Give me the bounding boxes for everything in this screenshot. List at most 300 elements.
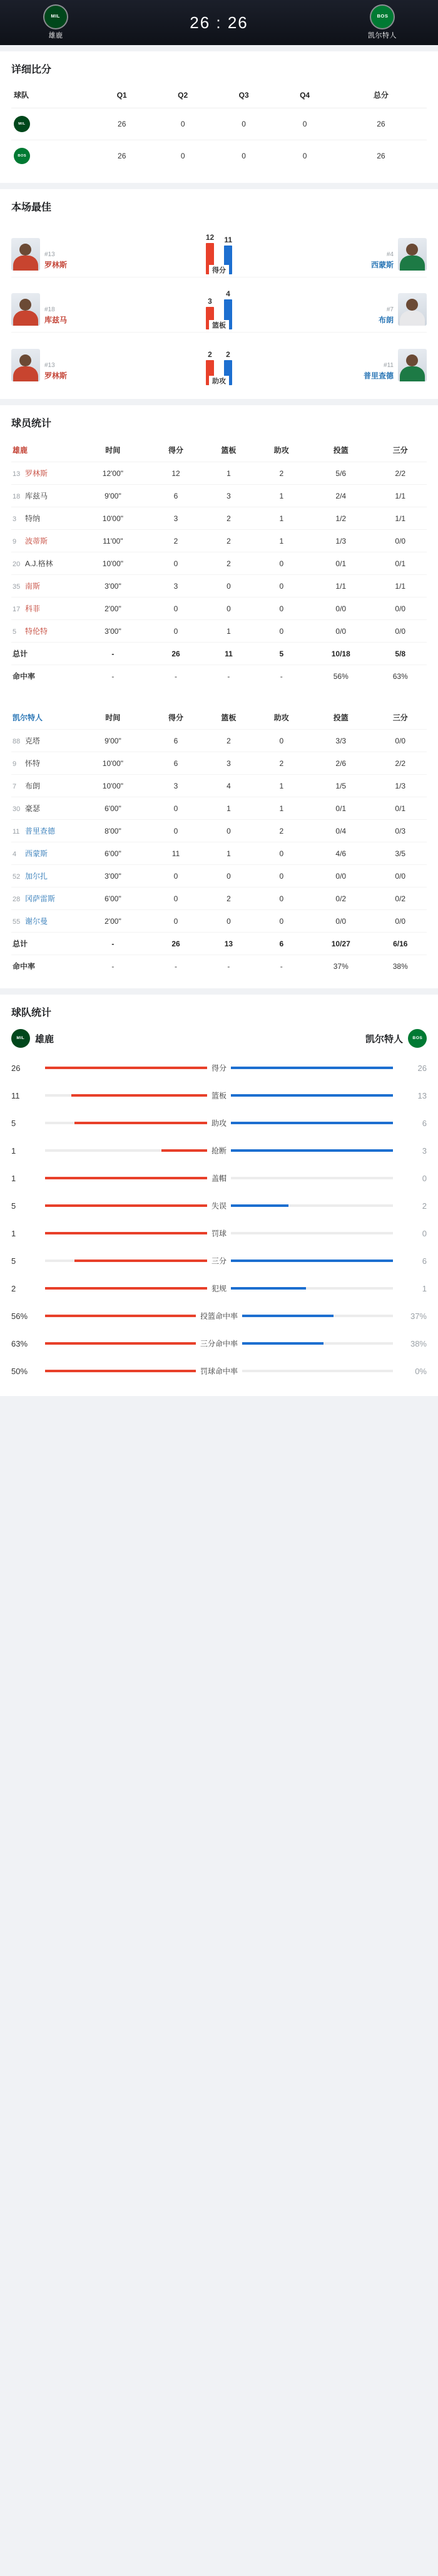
- player-3p: 0/1: [374, 552, 427, 575]
- away-player-stats-table: [11, 706, 427, 977]
- player-minutes: 3'00": [76, 575, 150, 597]
- logo-abbr: BOS: [412, 1036, 422, 1041]
- player-fg: 1/1: [308, 575, 374, 597]
- row-points: -: [150, 955, 202, 978]
- player-number: 11: [13, 828, 20, 835]
- player-3p: 1/3: [374, 775, 427, 797]
- player-cell[interactable]: [11, 820, 76, 842]
- team-stat-row: [11, 1357, 427, 1385]
- col-reb: 篮板: [221, 713, 237, 722]
- home-name: 雄鹿: [35, 1033, 54, 1045]
- player-3p: 0/0: [374, 910, 427, 933]
- player-cell[interactable]: [11, 597, 76, 620]
- away-stat-value: 6: [422, 1118, 427, 1128]
- player-name: 西蒙斯: [370, 261, 394, 269]
- player-assists: 0: [255, 910, 308, 933]
- player-number: 88: [13, 738, 21, 745]
- player-assists: 2: [255, 820, 308, 842]
- player-assists: 1: [255, 775, 308, 797]
- row-assists: 6: [255, 933, 308, 955]
- team-stats-home[interactable]: [11, 1029, 54, 1048]
- player-number: 55: [13, 918, 21, 926]
- team-stat-row: [11, 1054, 427, 1082]
- home-logo-abbr: MIL: [51, 13, 61, 19]
- home-stat-value: 26: [11, 1063, 21, 1073]
- player-name: 谢尔曼: [25, 917, 48, 926]
- player-cell[interactable]: [11, 530, 76, 552]
- best-left-player[interactable]: [11, 293, 130, 329]
- player-assists: 0: [255, 597, 308, 620]
- stat-label: 盖帽: [207, 1173, 231, 1184]
- avatar: [11, 238, 40, 271]
- bar-category-label: 得分: [209, 265, 229, 275]
- bar-value: 2: [208, 350, 212, 359]
- player-points: 3: [150, 575, 202, 597]
- table-row[interactable]: [11, 865, 427, 887]
- best-right-player[interactable]: [308, 293, 427, 329]
- table-row[interactable]: [11, 530, 427, 552]
- player-3p: 0/2: [374, 887, 427, 910]
- best-right-player[interactable]: [308, 349, 427, 385]
- team-stat-row: [11, 1164, 427, 1192]
- player-cell[interactable]: [11, 910, 76, 933]
- stat-label: 罚球命中率: [196, 1366, 242, 1377]
- player-name: 罗林斯: [25, 469, 48, 478]
- away-stat-value: 0: [422, 1228, 427, 1238]
- celtics-logo-icon: [14, 148, 30, 164]
- col-q3: Q3: [238, 90, 249, 100]
- player-3p: 0/3: [374, 820, 427, 842]
- row-fg: 10/27: [308, 933, 374, 955]
- player-fg: 0/0: [308, 597, 374, 620]
- celtics-logo-icon: [371, 6, 394, 28]
- logo-abbr: MIL: [16, 1036, 25, 1041]
- row-3p: 5/8: [374, 643, 427, 665]
- row-assists: -: [255, 665, 308, 688]
- stat-label: 罚球: [207, 1228, 231, 1239]
- player-minutes: 10'00": [76, 507, 150, 530]
- bar-value: 11: [224, 235, 233, 244]
- table-row: [11, 140, 427, 172]
- stat-bar-pair: [45, 1219, 393, 1247]
- team-stat-row: [11, 1247, 427, 1275]
- player-name: 西蒙斯: [25, 849, 48, 858]
- player-cell[interactable]: [11, 887, 76, 910]
- table-row[interactable]: [11, 620, 427, 643]
- player-name: 罗林斯: [44, 371, 68, 380]
- player-3p: 0/0: [374, 865, 427, 887]
- logo-abbr: BOS: [18, 154, 26, 158]
- col-min: 时间: [105, 713, 121, 722]
- player-fg: 0/0: [308, 620, 374, 643]
- player-number: #4: [386, 251, 394, 258]
- player-number: 13: [13, 470, 21, 478]
- bar-value: 3: [208, 297, 212, 306]
- player-cell[interactable]: [11, 552, 76, 575]
- away-stat-value: 26: [417, 1063, 427, 1073]
- home-stat-value: 5: [11, 1256, 16, 1266]
- avatar: [398, 238, 427, 271]
- player-number: 35: [13, 583, 21, 591]
- player-3p: 0/0: [374, 530, 427, 552]
- row-points: -: [150, 665, 202, 688]
- player-3p: 0/0: [374, 730, 427, 752]
- player-number: 5: [13, 628, 17, 636]
- best-section-title: 本场最佳: [11, 202, 52, 213]
- player-assists: 1: [255, 530, 308, 552]
- player-points: 0: [150, 797, 202, 820]
- player-number: #13: [44, 251, 55, 258]
- player-points: 6: [150, 730, 202, 752]
- player-rebounds: 0: [202, 575, 255, 597]
- best-left-player[interactable]: [11, 238, 130, 274]
- player-3p: 0/1: [374, 797, 427, 820]
- player-points: 6: [150, 485, 202, 507]
- home-team-name: 雄鹿: [48, 31, 63, 39]
- away-stat-value: 0: [422, 1173, 427, 1183]
- row-rebounds: -: [202, 665, 255, 688]
- row-team-home: [11, 108, 91, 140]
- bar-category-label: 篮板: [209, 320, 229, 330]
- player-fg: 5/6: [308, 462, 374, 485]
- best-performers-card: [0, 189, 438, 399]
- table-row[interactable]: [11, 752, 427, 775]
- home-stat-value: 1: [11, 1146, 16, 1156]
- away-q2: 0: [152, 140, 213, 172]
- table-row[interactable]: [11, 887, 427, 910]
- player-number: 28: [13, 896, 21, 903]
- player-fg: 0/4: [308, 820, 374, 842]
- row-label: 命中率: [11, 665, 76, 688]
- home-stat-value: 50%: [11, 1366, 28, 1376]
- player-3p: 0/0: [374, 597, 427, 620]
- player-rebounds: 4: [202, 775, 255, 797]
- team-stat-row: [11, 1192, 427, 1219]
- best-row: [11, 277, 427, 333]
- player-number: 52: [13, 873, 21, 881]
- row-fg: 56%: [308, 665, 374, 688]
- player-minutes: 9'00": [76, 485, 150, 507]
- best-row: [11, 222, 427, 277]
- player-minutes: 10'00": [76, 775, 150, 797]
- table-row[interactable]: [11, 507, 427, 530]
- col-pts: 得分: [168, 713, 184, 722]
- away-stat-value: 6: [422, 1256, 427, 1266]
- best-row: [11, 333, 427, 388]
- player-cell[interactable]: [11, 507, 76, 530]
- player-points: 0: [150, 887, 202, 910]
- stat-bar-pair: [45, 1330, 393, 1357]
- row-minutes: -: [76, 955, 150, 978]
- player-rebounds: 1: [202, 620, 255, 643]
- away-name: 凯尔特人: [365, 1033, 403, 1045]
- table-row[interactable]: [11, 797, 427, 820]
- table-row[interactable]: [11, 842, 427, 865]
- player-minutes: 6'00": [76, 842, 150, 865]
- player-fg: 0/1: [308, 552, 374, 575]
- player-fg: 0/1: [308, 797, 374, 820]
- player-number: 9: [13, 760, 17, 768]
- table-row[interactable]: [11, 820, 427, 842]
- quarter-score-card: [0, 51, 438, 183]
- col-pts: 得分: [168, 446, 184, 455]
- player-minutes: 8'00": [76, 820, 150, 842]
- away-stat-value: 13: [417, 1090, 427, 1100]
- table-row[interactable]: [11, 575, 427, 597]
- player-cell[interactable]: [11, 730, 76, 752]
- player-number: 30: [13, 805, 21, 813]
- player-rebounds: 0: [202, 865, 255, 887]
- player-fg: 0/0: [308, 910, 374, 933]
- row-team-away: [11, 140, 91, 172]
- home-stat-value: 5: [11, 1201, 16, 1211]
- team-stats-away[interactable]: [365, 1029, 427, 1048]
- best-bar-chart: [130, 277, 308, 329]
- home-q2: 0: [152, 108, 213, 140]
- row-label: 总计: [11, 933, 76, 955]
- stat-bar-pair: [45, 1164, 393, 1192]
- away-q3: 0: [213, 140, 274, 172]
- team-stat-row: [11, 1082, 427, 1109]
- table-header-row: [11, 85, 427, 108]
- player-name: 特伦特: [25, 627, 48, 636]
- player-name: 冈萨雷斯: [25, 894, 56, 903]
- player-name: 布朗: [25, 782, 41, 790]
- player-cell[interactable]: [11, 775, 76, 797]
- stat-label: 抢断: [207, 1146, 231, 1156]
- player-cell[interactable]: [11, 865, 76, 887]
- player-name: 克塔: [25, 737, 41, 745]
- home-stat-value: 63%: [11, 1338, 28, 1348]
- player-minutes: 3'00": [76, 620, 150, 643]
- col-ast: 助攻: [273, 446, 289, 455]
- home-total: 26: [335, 108, 427, 140]
- player-number: 9: [13, 538, 17, 546]
- col-q4: Q4: [300, 90, 310, 100]
- team-stats-header: [11, 1028, 427, 1054]
- stat-bar-pair: [45, 1054, 393, 1082]
- best-left-player[interactable]: [11, 349, 130, 385]
- stat-label: 失误: [207, 1201, 231, 1211]
- player-name: 怀特: [25, 759, 41, 768]
- best-right-player[interactable]: [308, 238, 427, 274]
- stat-label: 三分: [207, 1256, 231, 1266]
- player-assists: 0: [255, 552, 308, 575]
- totals-row: [11, 933, 427, 955]
- player-minutes: 10'00": [76, 752, 150, 775]
- player-minutes: 3'00": [76, 865, 150, 887]
- player-minutes: 12'00": [76, 462, 150, 485]
- scoreboard-header: [0, 0, 438, 45]
- home-team-label: 雄鹿: [13, 446, 28, 455]
- col-team: 球队: [14, 91, 29, 100]
- player-name: 豪瑟: [25, 804, 41, 813]
- home-player-stats-table: [11, 438, 427, 687]
- avatar: [11, 293, 40, 326]
- bar-category-label: 助攻: [209, 376, 229, 386]
- row-minutes: -: [76, 665, 150, 688]
- player-3p: 1/1: [374, 575, 427, 597]
- player-cell[interactable]: [11, 752, 76, 775]
- player-cell[interactable]: [11, 797, 76, 820]
- away-stat-value: 0%: [415, 1366, 427, 1376]
- best-bar-chart: [130, 333, 308, 385]
- totals-row: [11, 643, 427, 665]
- player-rebounds: 0: [202, 597, 255, 620]
- home-q3: 0: [213, 108, 274, 140]
- page-bottom-spacer: [0, 1396, 438, 1421]
- col-ast: 助攻: [273, 713, 289, 722]
- player-3p: 2/2: [374, 462, 427, 485]
- stat-bar-pair: [45, 1082, 393, 1109]
- player-points: 11: [150, 842, 202, 865]
- avatar: [11, 349, 40, 381]
- stat-bar-pair: [45, 1357, 393, 1385]
- table-row[interactable]: [11, 730, 427, 752]
- col-min: 时间: [105, 446, 121, 455]
- player-rebounds: 3: [202, 485, 255, 507]
- player-cell[interactable]: [11, 575, 76, 597]
- scoreboard-home-team[interactable]: [21, 6, 90, 40]
- home-stat-value: 56%: [11, 1311, 28, 1321]
- team-stat-row: [11, 1219, 427, 1247]
- player-3p: 1/1: [374, 485, 427, 507]
- player-name: 加尔扎: [25, 872, 48, 881]
- player-fg: 1/3: [308, 530, 374, 552]
- stat-bar-pair: [45, 1137, 393, 1164]
- team-stat-row: [11, 1275, 427, 1302]
- team-stat-row: [11, 1137, 427, 1164]
- player-3p: 3/5: [374, 842, 427, 865]
- row-3p: 38%: [374, 955, 427, 978]
- away-q1: 26: [91, 140, 152, 172]
- home-stat-value: 1: [11, 1173, 16, 1183]
- player-minutes: 2'00": [76, 910, 150, 933]
- stat-bar-pair: [45, 1109, 393, 1137]
- bucks-logo-icon: [14, 116, 30, 132]
- player-rebounds: 2: [202, 552, 255, 575]
- player-cell[interactable]: [11, 485, 76, 507]
- table-header-row: [11, 438, 427, 462]
- scoreboard-score: 26 : 26: [190, 13, 248, 32]
- player-points: 0: [150, 910, 202, 933]
- home-stat-value: 11: [11, 1090, 20, 1100]
- row-fg: 37%: [308, 955, 374, 978]
- percentage-row: [11, 665, 427, 688]
- player-number: 18: [13, 493, 21, 500]
- player-number: 4: [13, 851, 17, 858]
- table-row[interactable]: [11, 485, 427, 507]
- player-cell[interactable]: [11, 462, 76, 485]
- home-q4: 0: [274, 108, 335, 140]
- player-name: 科菲: [25, 604, 41, 613]
- player-rebounds: 2: [202, 507, 255, 530]
- player-assists: 1: [255, 507, 308, 530]
- table-row[interactable]: [11, 910, 427, 933]
- player-rebounds: 2: [202, 730, 255, 752]
- table-row[interactable]: [11, 775, 427, 797]
- player-points: 0: [150, 620, 202, 643]
- player-assists: 0: [255, 620, 308, 643]
- col-fg: 投篮: [333, 446, 349, 455]
- row-assists: -: [255, 955, 308, 978]
- home-q1: 26: [91, 108, 152, 140]
- player-3p: 1/1: [374, 507, 427, 530]
- away-stat-value: 38%: [410, 1338, 427, 1348]
- player-points: 2: [150, 530, 202, 552]
- col-3p: 三分: [392, 446, 408, 455]
- stat-label: 犯规: [207, 1283, 231, 1294]
- player-cell[interactable]: [11, 620, 76, 643]
- player-number: #18: [44, 306, 55, 313]
- stat-bar-pair: [45, 1275, 393, 1302]
- player-rebounds: 3: [202, 752, 255, 775]
- away-stat-value: 2: [422, 1201, 427, 1211]
- player-points: 3: [150, 775, 202, 797]
- team-stat-row: [11, 1302, 427, 1330]
- player-assists: 0: [255, 887, 308, 910]
- player-number: 20: [13, 561, 21, 568]
- player-fg: 2/4: [308, 485, 374, 507]
- row-minutes: -: [76, 643, 150, 665]
- player-fg: 4/6: [308, 842, 374, 865]
- col-q1: Q1: [116, 90, 127, 100]
- player-rebounds: 0: [202, 910, 255, 933]
- table-row[interactable]: [11, 597, 427, 620]
- player-rebounds: 0: [202, 820, 255, 842]
- player-minutes: 2'00": [76, 597, 150, 620]
- row-points: 26: [150, 933, 202, 955]
- row-rebounds: 11: [202, 643, 255, 665]
- player-number: #11: [384, 362, 394, 369]
- bar-value: 12: [205, 233, 215, 242]
- col-3p: 三分: [392, 713, 408, 722]
- quarter-section-title: 详细比分: [11, 65, 52, 75]
- stat-label: 三分命中率: [196, 1338, 242, 1349]
- table-header-row: [11, 706, 427, 730]
- player-assists: 0: [255, 730, 308, 752]
- player-fg: 1/5: [308, 775, 374, 797]
- player-stats-title: 球员统计: [11, 418, 52, 429]
- table-row[interactable]: [11, 552, 427, 575]
- row-fg: 10/18: [308, 643, 374, 665]
- player-name: 波蒂斯: [25, 537, 48, 546]
- player-number: 3: [13, 515, 17, 523]
- player-fg: 0/2: [308, 887, 374, 910]
- player-name: 普里查德: [363, 371, 394, 380]
- player-name: 布朗: [378, 316, 394, 324]
- player-number: 17: [13, 606, 21, 613]
- row-points: 26: [150, 643, 202, 665]
- row-minutes: -: [76, 933, 150, 955]
- home-stat-value: 1: [11, 1228, 16, 1238]
- player-minutes: 9'00": [76, 730, 150, 752]
- player-assists: 1: [255, 485, 308, 507]
- team-stat-row: [11, 1330, 427, 1357]
- stat-bar-pair: [45, 1192, 393, 1219]
- player-3p: 0/0: [374, 620, 427, 643]
- away-stat-value: 1: [422, 1283, 427, 1293]
- scoreboard-away-team[interactable]: [348, 6, 417, 40]
- player-cell[interactable]: [11, 842, 76, 865]
- player-name: 南斯: [25, 582, 41, 591]
- away-team-name: 凯尔特人: [367, 31, 397, 39]
- table-row[interactable]: [11, 462, 427, 485]
- player-rebounds: 1: [202, 842, 255, 865]
- player-name: 普里查德: [25, 827, 56, 835]
- away-q4: 0: [274, 140, 335, 172]
- away-logo-abbr: BOS: [377, 13, 388, 19]
